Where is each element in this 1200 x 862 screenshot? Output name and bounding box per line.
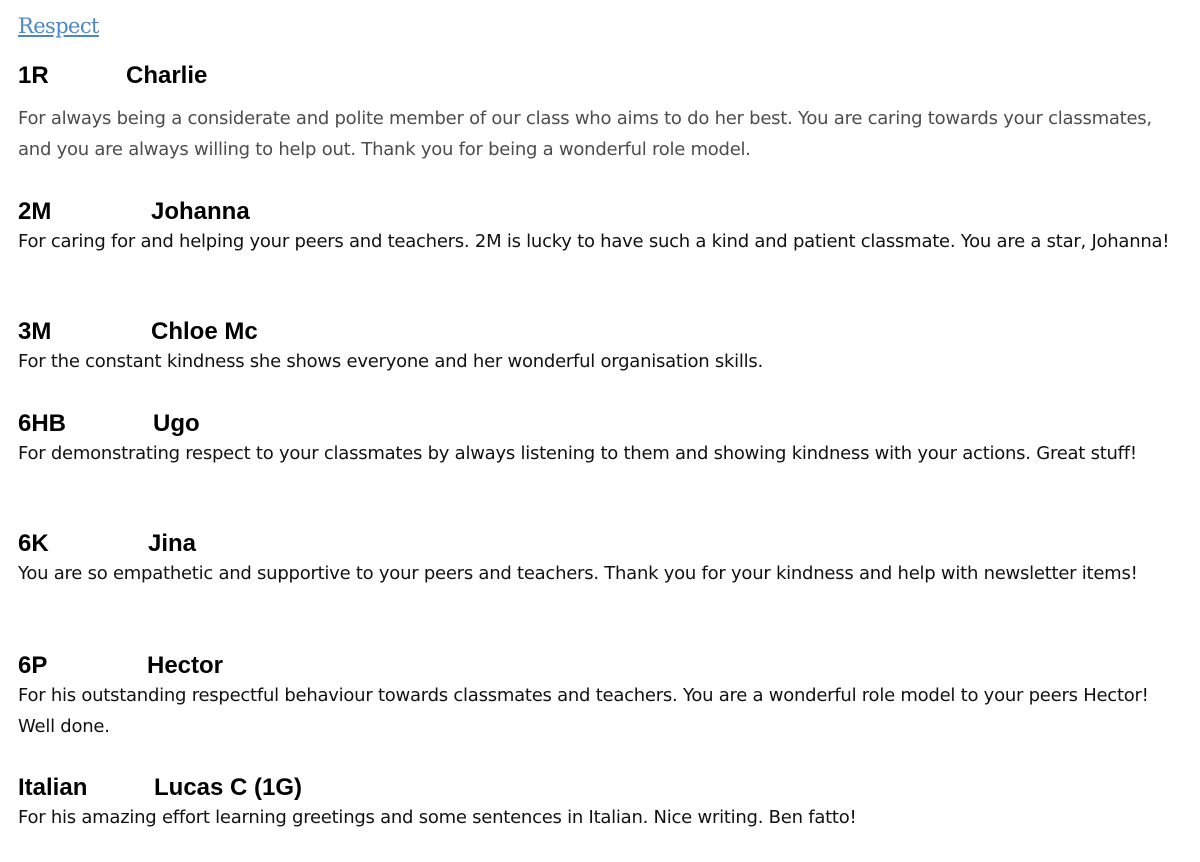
award-citation: For his outstanding respectful behaviour towards classmates and teachers. You are a wonderful role model to your peers Hector! Well done.: [18, 685, 1149, 737]
award-citation: For his amazing effort learning greetings and some sentences in Italian. Nice writing. Ben fatto!: [18, 807, 857, 828]
award-heading: [18, 773, 1190, 803]
award-heading: [18, 197, 1190, 227]
award-student-name: Ugo: [153, 410, 200, 437]
award-class: 6K: [18, 530, 49, 557]
award-student-name: Chloe Mc: [151, 318, 258, 345]
award-class: 6P: [18, 652, 48, 679]
award-class: 2M: [18, 198, 52, 225]
award-student-name: Lucas C (1G): [154, 774, 303, 801]
award-entry-1r: [18, 61, 1190, 165]
award-class: 3M: [18, 318, 52, 345]
award-entry-6p: [18, 651, 1190, 742]
award-citation: For caring for and helping your peers and teachers. 2M is lucky to have such a kind and patient classmate. You are a star, Johanna!: [18, 231, 1170, 252]
award-class: 1R: [18, 62, 49, 89]
award-entry-6k: [18, 529, 1190, 590]
award-entry-italian: [18, 773, 1190, 834]
award-heading: [18, 61, 1190, 91]
award-student-name: Johanna: [151, 198, 250, 225]
award-citation: For always being a considerate and polite member of our class who aims to do her best. You are caring towards your classmates, and you are always willing to help out. Thank you for being a wonderful role model.: [18, 108, 1152, 160]
award-heading: [18, 651, 1190, 681]
award-class: 6HB: [18, 410, 67, 437]
award-student-name: Jina: [148, 530, 197, 557]
award-entry-6hb: [18, 409, 1190, 470]
award-entry-2m: [18, 197, 1190, 258]
award-citation: For the constant kindness she shows everyone and her wonderful organisation skills.: [18, 351, 763, 372]
award-student-name: Charlie: [126, 62, 208, 89]
award-student-name: Hector: [147, 652, 224, 679]
award-heading: [18, 409, 1190, 439]
award-class: Italian: [18, 774, 88, 801]
award-entry-3m: [18, 317, 1190, 378]
award-heading: [18, 317, 1190, 347]
award-citation: For demonstrating respect to your classmates by always listening to them and showing kindness with your actions. Great stuff!: [18, 443, 1137, 464]
award-heading: [18, 529, 1190, 559]
respect-section-link[interactable]: Respect: [18, 14, 99, 38]
award-citation: You are so empathetic and supportive to your peers and teachers. Thank you for your kindness and help with newsletter items!: [18, 563, 1138, 584]
